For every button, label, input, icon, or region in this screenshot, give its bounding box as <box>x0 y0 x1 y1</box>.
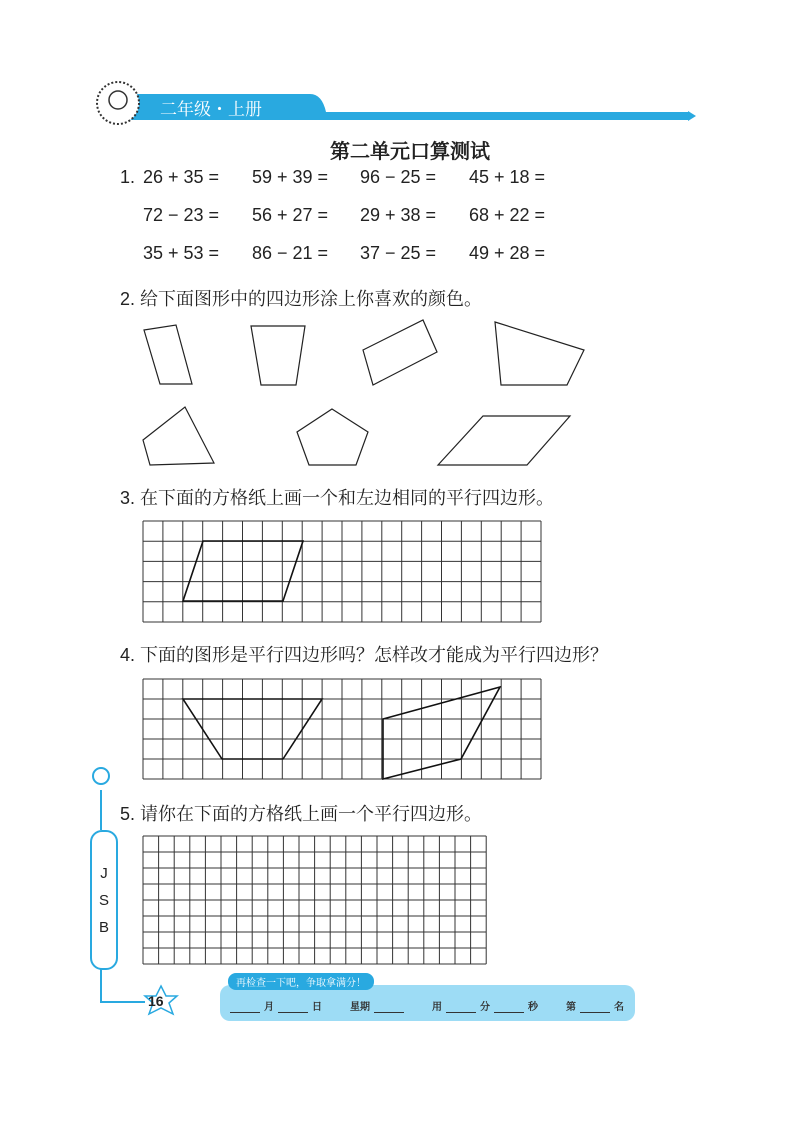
q4-prompt: 4. 下面的图形是平行四边形吗？怎样改才能成为平行四边形？ <box>120 645 609 665</box>
side-letter: B <box>98 918 109 936</box>
equation: 72 − 23 = <box>143 205 220 225</box>
side-label <box>90 830 118 970</box>
weekday-label: 星期 <box>350 1002 370 1013</box>
footer-fields <box>230 998 624 1013</box>
used-label: 用 <box>432 1002 442 1013</box>
equation: 37 − 25 = <box>360 243 437 263</box>
q5-prompt: 5. 请你在下面的方格纸上画一个平行四边形。 <box>120 804 483 824</box>
footer-tag: 再检查一下吧，争取拿满分！ <box>228 973 374 990</box>
equation: 26 + 35 = <box>143 167 220 187</box>
flower-icon <box>93 768 109 784</box>
rank-label: 第 <box>566 1002 576 1013</box>
q3-grid <box>143 521 541 622</box>
equation: 86 − 21 = <box>252 243 329 263</box>
side-letter: J <box>100 864 108 882</box>
equation: 35 + 53 = <box>143 243 220 263</box>
bear-mascot-icon <box>97 82 139 124</box>
equation: 56 + 27 = <box>252 205 329 225</box>
q1-number: 1. <box>120 167 136 187</box>
q3-prompt: 3. 在下面的方格纸上画一个和左边相同的平行四边形。 <box>120 488 555 508</box>
equation: 29 + 38 = <box>360 205 437 225</box>
minutes-label: 分 <box>480 1002 490 1013</box>
arrow-icon <box>688 111 696 121</box>
equation: 96 − 25 = <box>360 167 437 187</box>
side-letter: S <box>98 891 109 909</box>
day-label: 日 <box>312 1002 322 1013</box>
month-label: 月 <box>264 1002 274 1013</box>
page-number: 16 <box>148 993 164 1009</box>
equation: 49 + 28 = <box>469 243 546 263</box>
seconds-label: 秒 <box>528 1002 538 1013</box>
equation: 59 + 39 = <box>252 167 329 187</box>
rank-suffix-label: 名 <box>614 1002 624 1013</box>
grade-label: 二年级・上册 <box>160 100 262 119</box>
q5-grid <box>143 836 486 964</box>
q2-shapes <box>143 320 584 465</box>
equation: 68 + 22 = <box>469 205 546 225</box>
equation: 45 + 18 = <box>469 167 546 187</box>
page-title: 第二单元口算测试 <box>330 139 490 163</box>
q2-prompt: 2. 给下面图形中的四边形涂上你喜欢的颜色。 <box>120 289 483 309</box>
